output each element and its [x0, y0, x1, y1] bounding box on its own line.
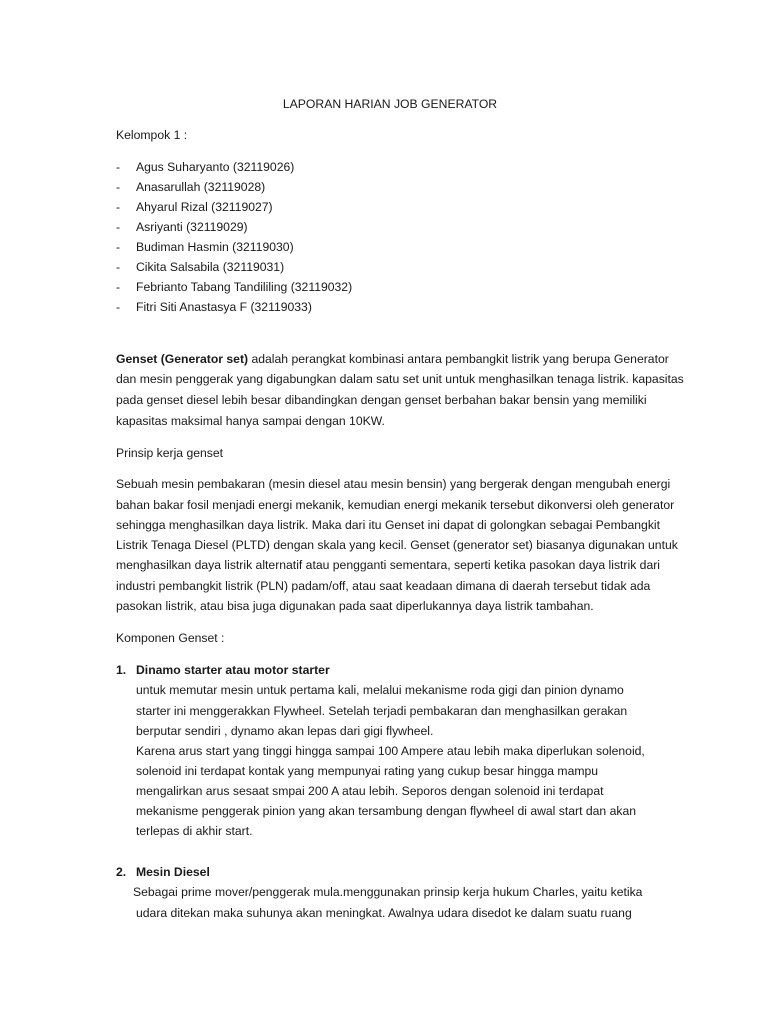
bullet-dash: - — [116, 180, 121, 194]
member-item: Budiman Hasmin (32119030) — [136, 240, 294, 254]
komponen-heading: Komponen Genset : — [116, 631, 225, 645]
item-line: udara ditekan maka suhunya akan meningkat. Awalnya udara disedot ke dalam suatu ruang — [136, 906, 632, 920]
item-number: 2. — [116, 865, 127, 879]
item-line: mekanisme penggerak pinion yang akan tersambung dengan flywheel di awal start dan akan — [136, 804, 637, 818]
bullet-dash: - — [116, 260, 121, 274]
group-label: Kelompok 1 : — [116, 128, 188, 142]
prinsip-line: pasokan listrik, atau bisa juga digunakan pada saat diperlukannya daya listrik tambahan. — [116, 599, 594, 613]
item-line: solenoid ini terdapat kontak yang mempunyai rating yang cukup besar hingga mampu — [136, 764, 599, 778]
item-line: Karena arus start yang tinggi hingga sampai 100 Ampere atau lebih maka diperlukan solenoid, — [136, 744, 645, 758]
member-item: Febrianto Tabang Tandililing (32119032) — [136, 280, 353, 294]
member-item: Fitri Siti Anastasya F (32119033) — [136, 300, 312, 314]
intro-line-rest: adalah perangkat kombinasi antara pembangkit listrik yang berupa Generator — [248, 352, 669, 366]
prinsip-line: bahan bakar fosil menjadi energi mekanik, kemudian energi mekanik tersebut dikonversi oleh generator — [116, 498, 675, 512]
bullet-dash: - — [116, 300, 121, 314]
prinsip-line: industri pembangkit listrik (PLN) padam/off, atau saat keadaan dimana di daerah tersebut tidak ada — [116, 579, 651, 593]
item-line: starter ini menggerakkan Flywheel. Setelah terjadi pembakaran dan menghasilkan gerakan — [136, 704, 628, 718]
document-title: LAPORAN HARIAN JOB GENERATOR — [282, 97, 498, 111]
item-number: 1. — [116, 663, 127, 677]
item-line: mengalirkan arus sesaat smpai 200 A atau lebih. Seporos dengan solenoid ini terdapat — [136, 784, 604, 798]
item-line: Sebagai prime mover/penggerak mula.menggunakan prinsip kerja hukum Charles, yaitu ketika — [133, 885, 643, 899]
bullet-dash: - — [116, 240, 121, 254]
item-line: untuk memutar mesin untuk pertama kali, melalui mekanisme roda gigi dan pinion dynamo — [136, 683, 624, 697]
member-item: Cikita Salsabila (32119031) — [136, 260, 285, 274]
member-item: Ahyarul Rizal (32119027) — [136, 200, 273, 214]
prinsip-line: Listrik Tenaga Diesel (PLTD) dengan skala yang kecil. Genset (generator set) biasanya digunakan untuk — [116, 538, 678, 552]
prinsip-line: Sebuah mesin pembakaran (mesin diesel atau mesin bensin) yang bergerak dengan mengubah energi — [116, 477, 671, 491]
item-heading: Dinamo starter atau motor starter — [136, 663, 330, 677]
intro-line — [116, 349, 669, 369]
prinsip-line: sehingga menghasilkan daya listrik. Maka dari itu Genset ini dapat di golongkan sebagai Pembangkit — [116, 518, 661, 532]
member-item: Asriyanti (32119029) — [136, 220, 248, 234]
prinsip-heading: Prinsip kerja genset — [116, 446, 224, 460]
bullet-dash: - — [116, 200, 121, 214]
item-line: terlepas di akhir start. — [136, 824, 253, 838]
member-item: Agus Suharyanto (32119026) — [136, 160, 295, 174]
member-item: Anasarullah (32119028) — [136, 180, 266, 194]
bullet-dash: - — [116, 280, 121, 294]
intro-bold-term: Genset (Generator set) — [116, 352, 249, 366]
prinsip-line: menghasilkan daya listrik alternatif atau pengganti sementara, seperti ketika pasokan daya listrik dari — [116, 558, 660, 572]
bullet-dash: - — [116, 160, 121, 174]
item-line: berputar sendiri , dynamo akan lepas dari gigi flywheel. — [136, 724, 434, 738]
item-heading: Mesin Diesel — [136, 865, 210, 879]
bullet-dash: - — [116, 220, 121, 234]
intro-line: kapasitas maksimal hanya sampai dengan 10KW. — [116, 414, 385, 428]
intro-line: dan mesin penggerak yang digabungkan dalam satu set unit untuk menghasilkan tenaga listrik. kapasitas — [116, 372, 684, 386]
intro-line: pada genset diesel lebih besar dibandingkan dengan genset berbahan bakar bensin yang memiliki — [116, 393, 647, 407]
